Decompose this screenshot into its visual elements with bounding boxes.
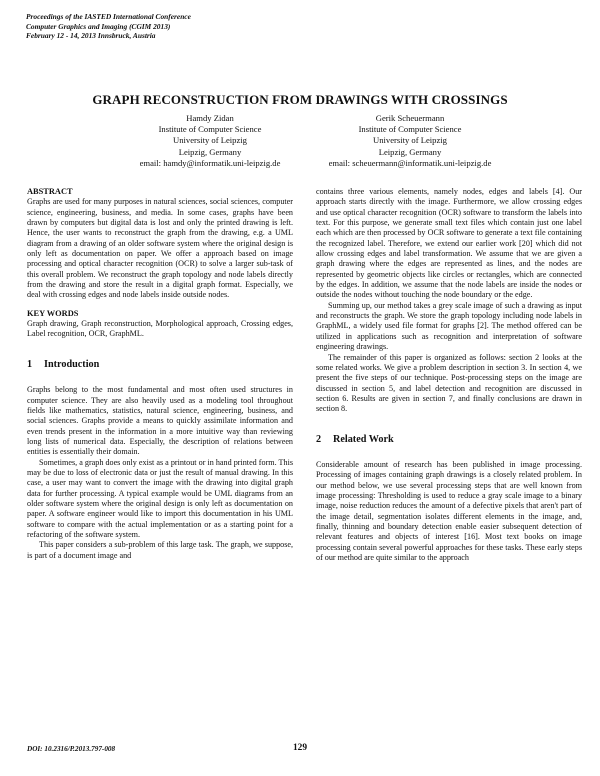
- intro-paragraph-1: Graphs belong to the most fundamental and most often used structures in computer science. They are also heavily used as a modeling tool throughout fields like mathematics, statistics, natural science, engineering, business, and social sciences. Graphs provide a means to quickly assimilate information and even trends present in the information in a more intuitive way than reviewing long lists of numerical data. Especially, the description of relations between entities is essentially their domain.: [27, 385, 293, 457]
- section-title: Introduction: [44, 358, 100, 370]
- keywords-heading: KEY WORDS: [27, 308, 79, 318]
- intro-heading: [27, 360, 293, 370]
- author-location: Leipzig, Germany: [378, 146, 442, 157]
- right-paragraph-1: contains three various elements, namely nodes, edges and labels [4]. Our approach starts directly with the image. Furthermore, we allow crossing edges and use optical character recognition (OCR) software to transform the labels into text. For this purpose, we generate small text files which contain just one label each which are then processed by OCR software to generate a text file containing the recognized label. Therefore, we extend our earlier work [20] which did not allow crossing edges and label transformation. We assume that we are given a graph drawing where the edges are represented as lines, and the nodes are represented by geometric objects like circles or rectangles, which are connected by the edges. In addition, we assume that the node labels are inside the nodes or outside the nodes without touching the node boundary or the edge.: [316, 187, 582, 300]
- related-work-heading: [316, 435, 582, 445]
- author-block-1: [95, 113, 325, 169]
- right-paragraph-2: Summing up, our method takes a grey scale image of such a drawing as input and reconstructs the graph. We store the graph topology including node labels in GraphML, a widely used file format for graphs [2]. The method offered can be utilized in applications such as recognition and interpretation of software engineering drawings.: [316, 300, 582, 352]
- author-name: Hamdy Zidan: [186, 113, 234, 123]
- header-line-3: February 12 - 14, 2013 Innsbruck, Austria: [26, 31, 156, 41]
- author-university: University of Leipzig: [173, 135, 247, 146]
- section-title: Related Work: [333, 433, 394, 445]
- right-paragraph-3: The remainder of this paper is organized as follows: section 2 looks at the some related works. We give a problem description in section 3. In section 4, we present the five steps of our technique. Post-processing steps on the image are discussed in section 5, and label detection and recognition are discussed in section 6. Results are given in section 7, and finally conclusions are drawn in section 8.: [316, 352, 582, 414]
- page-number: 129: [292, 743, 308, 753]
- abstract-heading: ABSTRACT: [27, 187, 73, 196]
- conference-header: [26, 12, 191, 41]
- intro-paragraph-2: Sometimes, a graph does only exist as a printout or in hand printed form. This may be due to loss of electronic data or just the result of manual drawing. In this case, a user may want to convert the image with the drawing into digital graph data for further processing. A typical example would be UML diagrams from an older software system where the original design is only left as documentation on paper. A software engineer would like to import this documentation in his UML software to compare with the actual implementation or as a starting point for a refactoring of the software system.: [27, 457, 293, 539]
- author-email: email: scheuermann@informatik.uni-leipzig.de: [328, 157, 492, 168]
- abstract-text: Graphs are used for many purposes in natural sciences, social sciences, computer science, engineering, business, and media. In some cases, graphs have been drawn by computers but digital data is lost and only the printed drawing is left. Hence, the user wants to reconstruct the graph from the drawing, e.g. a UML diagram from a drawing of an older software system where the original design is only left as documentation on paper. We offer a approach based on image processing and optical character recognition (OCR) to solve a larger sub-task of this overall problem. We reconstruct the graph topology and node labels directly from the drawing and store the result in a digital graph format. Especially, we deal with crossing edges and node labels inside outside nodes.: [27, 197, 293, 300]
- section-number: 2: [316, 433, 322, 445]
- section-number: 1: [27, 358, 33, 370]
- right-column: [316, 187, 582, 563]
- doi: DOI: 10.2316/P.2013.797-008: [27, 745, 116, 753]
- author-email: email: hamdy@informatik.uni-leipzig.de: [139, 157, 281, 168]
- left-column: [27, 187, 293, 561]
- author-institute: Institute of Computer Science: [158, 124, 262, 135]
- author-institute: Institute of Computer Science: [358, 124, 462, 135]
- author-university: University of Leipzig: [373, 135, 447, 146]
- keywords-text: Graph drawing, Graph reconstruction, Morphological approach, Crossing edges, Label recognition, OCR, GraphML.: [27, 319, 293, 339]
- header-line-2: Computer Graphics and Imaging (CGIM 2013): [26, 21, 171, 31]
- author-name: Gerik Scheuermann: [375, 113, 445, 123]
- related-work-text: Considerable amount of research has been published in image processing. Processing of images containing graph drawings is a closely related problem. In our method below, we use several processing steps that are well known from image processing: Thresholding is used to reduce a gray scale image to a binary image, noise reduction reduces the amount of a defective pixels that aren't part of the image detail, segmentation isolates different elements in the image, and, finally, thinning and boundary detection enable easier subsequent detection of relevant features and objects of interest [16]. Most text books on image processing contain several powerful approaches for these tasks. These early steps of our method are quite similar to the approach: [316, 459, 582, 562]
- paper-title: GRAPH RECONSTRUCTION FROM DRAWINGS WITH CROSSINGS: [92, 92, 508, 107]
- intro-paragraph-3: This paper considers a sub-problem of this large task. The graph, we suppose, is part of a document image and: [27, 540, 293, 560]
- author-block-2: [295, 113, 525, 169]
- header-line-1: Proceedings of the IASTED International Conference: [26, 12, 191, 21]
- author-location: Leipzig, Germany: [178, 146, 242, 157]
